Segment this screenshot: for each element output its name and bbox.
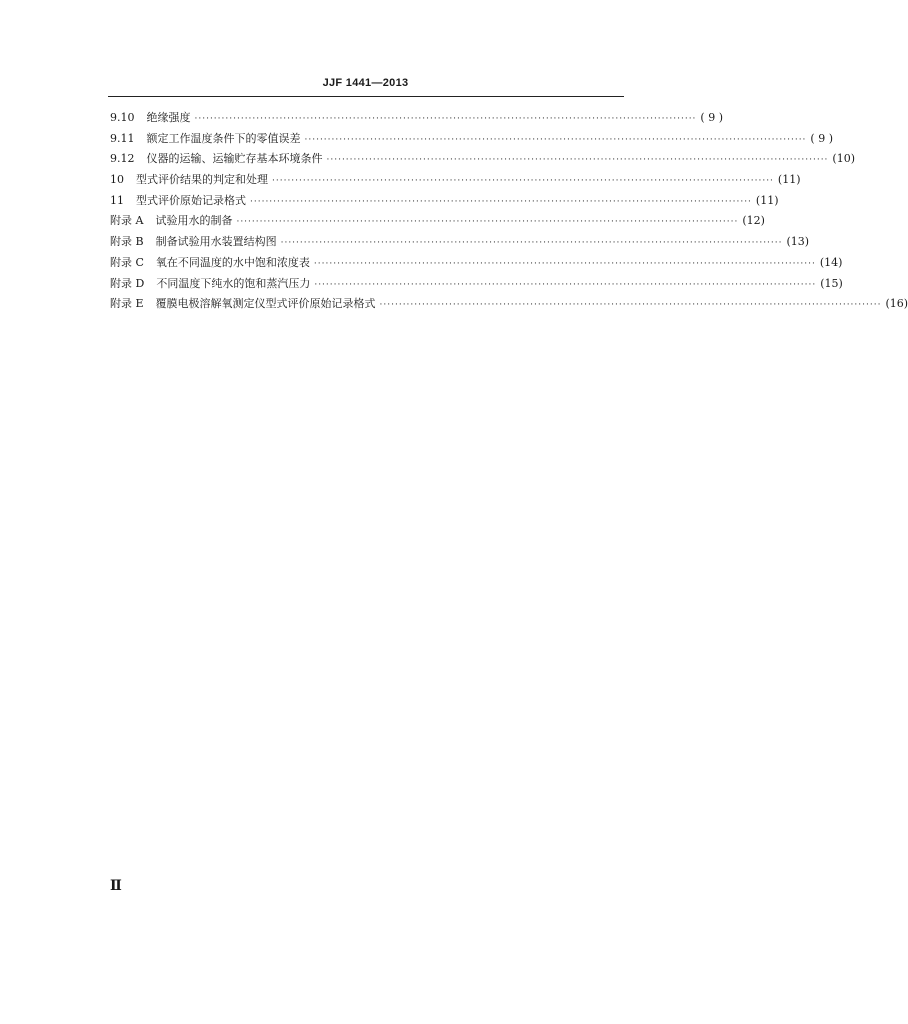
table-of-contents bbox=[110, 108, 908, 315]
header-rule bbox=[108, 96, 624, 97]
toc-entry-title: 试验用水的制备 bbox=[155, 214, 233, 228]
toc-leader-dots: ·································································································································· bbox=[379, 300, 882, 311]
toc-entry-title: 氧在不同温度的水中饱和浓度表 bbox=[155, 255, 310, 269]
toc-entry-page: (11) bbox=[755, 193, 779, 207]
toc-leader-dots: ·································································································································· bbox=[314, 279, 817, 290]
toc-entry-title: 绝缘强度 bbox=[146, 111, 191, 124]
toc-entry-page: ( 9 ) bbox=[700, 111, 723, 124]
toc-entry bbox=[110, 211, 765, 232]
toc-entry bbox=[110, 253, 843, 274]
toc-leader-dots: ·································································································································· bbox=[313, 258, 816, 269]
toc-entry bbox=[110, 274, 843, 295]
toc-leader-dots: ·································································································································· bbox=[326, 155, 829, 166]
toc-entry-page: (11) bbox=[777, 173, 801, 187]
toc-entry-number: 附录 D bbox=[110, 276, 145, 290]
toc-entry-title: 额定工作温度条件下的零值误差 bbox=[146, 131, 301, 145]
toc-entry-page: (13) bbox=[786, 235, 810, 249]
toc-leader-dots: ·································································································································· bbox=[304, 134, 807, 145]
toc-entry bbox=[110, 294, 908, 315]
toc-entry bbox=[110, 232, 810, 253]
toc-entry-number: 附录 B bbox=[110, 235, 144, 249]
toc-leader-dots: ·································································································································· bbox=[236, 217, 739, 228]
toc-leader-dots: ·································································································································· bbox=[194, 114, 697, 124]
document-code-header: JJF 1441—2013 bbox=[322, 77, 409, 89]
page-number: Ⅱ bbox=[110, 878, 122, 894]
toc-entry-number: 9.12 bbox=[110, 152, 135, 166]
toc-entry-title: 型式评价原始记录格式 bbox=[136, 193, 246, 207]
toc-entry-page: (10) bbox=[832, 152, 856, 166]
toc-entry bbox=[110, 149, 856, 170]
toc-entry-title: 覆膜电极溶解氧测定仪型式评价原始记录格式 bbox=[155, 297, 376, 311]
toc-entry-title: 仪器的运输、运输贮存基本环境条件 bbox=[146, 152, 323, 166]
toc-entry-number: 11 bbox=[110, 193, 124, 207]
toc-entry-number: 10 bbox=[110, 173, 124, 187]
toc-entry-page: ( 9 ) bbox=[810, 131, 833, 145]
toc-entry-page: (14) bbox=[819, 255, 843, 269]
toc-entry-title: 型式评价结果的判定和处理 bbox=[136, 173, 268, 187]
toc-entry-number: 附录 A bbox=[110, 214, 144, 228]
toc-entry bbox=[110, 170, 801, 191]
toc-entry bbox=[110, 191, 779, 212]
toc-entry-number: 9.11 bbox=[110, 131, 135, 145]
toc-leader-dots: ·································································································································· bbox=[280, 238, 783, 249]
toc-entry-page: (15) bbox=[820, 276, 843, 290]
toc-entry-number: 附录 C bbox=[110, 255, 144, 269]
toc-entry bbox=[110, 108, 723, 129]
toc-entry-page: (16) bbox=[885, 297, 908, 311]
toc-leader-dots: ·································································································································· bbox=[250, 196, 752, 207]
toc-entry-title: 制备试验用水装置结构图 bbox=[155, 235, 277, 249]
toc-leader-dots: ·································································································································· bbox=[272, 176, 774, 187]
toc-entry-title: 不同温度下纯水的饱和蒸汽压力 bbox=[156, 276, 311, 290]
toc-entry-number: 附录 E bbox=[110, 297, 144, 311]
toc-entry-page: (12) bbox=[742, 214, 765, 228]
toc-entry-number: 9.10 bbox=[110, 111, 135, 124]
toc-entry bbox=[110, 129, 833, 150]
